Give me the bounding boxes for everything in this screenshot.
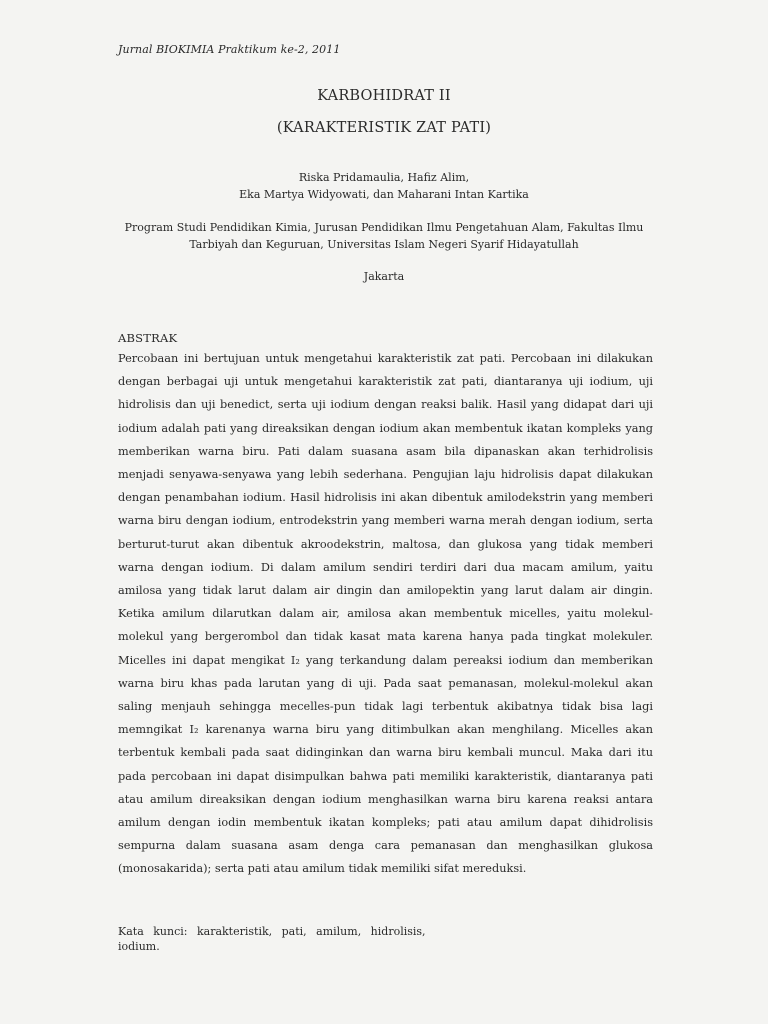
keywords: Kata kunci: karakteristik, pati, amilum, hidrolisis, iodium. <box>118 925 426 953</box>
paper-title: KARBOHIDRAT II <box>317 88 451 104</box>
affiliation-line-1: Program Studi Pendidikan Kimia, Jurusan Pendidikan Ilmu Pengetahuan Alam, Fakultas Ilmu <box>124 221 644 234</box>
city: Jakarta <box>363 270 405 283</box>
author-line-2: Eka Martya Widyowati, dan Maharani Intan Kartika <box>239 187 529 201</box>
paper-subtitle: (KARAKTERISTIK ZAT PATI) <box>276 120 492 136</box>
abstract-heading: ABSTRAK <box>118 331 178 345</box>
affiliation <box>0 219 768 253</box>
affiliation-line-2: Tarbiyah dan Keguruan, Universitas Islam Negeri Syarif Hidayatullah <box>189 238 579 251</box>
author-line-1: Riska Pridamaulia, Hafiz Alim, <box>298 171 470 184</box>
author-list <box>0 170 768 203</box>
abstract-body: Percobaan ini bertujuan untuk mengetahui karakteristik zat pati. Percobaan ini dilakukan dengan berbagai uji untuk mengetahui karakteristik zat pati, diantaranya uji iodium, uji hidrolisis dan uji benedict, serta uji iodium dengan reaksi balik. Hasil yang didapat dari uji iodium adalah pati yang direaksikan dengan iodium akan membentuk ikatan kompleks yang memberikan warna biru. Pati dalam suasana asam bila dipanaskan akan terhidrolisis menjadi senyawa-senyawa yang lebih sederhana. Pengujian laju hidrolisis dapat dilakukan dengan penambahan iodium. Hasil hidrolisis ini akan dibentuk amilodekstrin yang memberi warna biru dengan iodium, entrodekstrin yang memberi warna merah dengan iodium, serta berturut-turut akan dibentuk akroodekstrin, maltosa, dan glukosa yang tidak memberi warna dengan iodium. Di dalam amilum sendiri terdiri dari dua macam amilum, yaitu amilosa yang tidak larut dalam air dingin dan amilopektin yang larut dalam air dingin. Ketika amilum dilarutkan dalam air, amilosa akan membentuk micelles, yaitu molekul-molekul yang bergerombol dan tidak kasat mata karena hanya pada tingkat molekuler. Micelles ini dapat mengikat I₂ yang terkandung dalam pereaksi iodium dan memberikan warna biru khas pada larutan yang di uji. Pada saat pemanasan, molekul-molekul akan saling menjauh sehingga mecelles-pun tidak lagi terbentuk akibatnya tidak bisa lagi memngikat I₂ karenanya warna biru yang ditimbulkan akan menghilang. Micelles akan terbentuk kembali pada saat didinginkan dan warna biru kembali muncul. Maka dari itu pada percobaan ini dapat disimpulkan bahwa pati memiliki karakteristik, diantaranya pati atau amilum direaksikan dengan iodium menghasilkan warna biru karena reaksi antara amilum dengan iodin membentuk ikatan kompleks; pati atau amilum dapat dihidrolisis sempurna dalam suasana asam denga cara pemanasan dan menghasilkan glukosa (monosakarida); serta pati atau amilum tidak memiliki sifat mereduksi. <box>118 352 653 876</box>
journal-header: Jurnal BIOKIMIA Praktikum ke-2, 2011 <box>118 43 341 56</box>
